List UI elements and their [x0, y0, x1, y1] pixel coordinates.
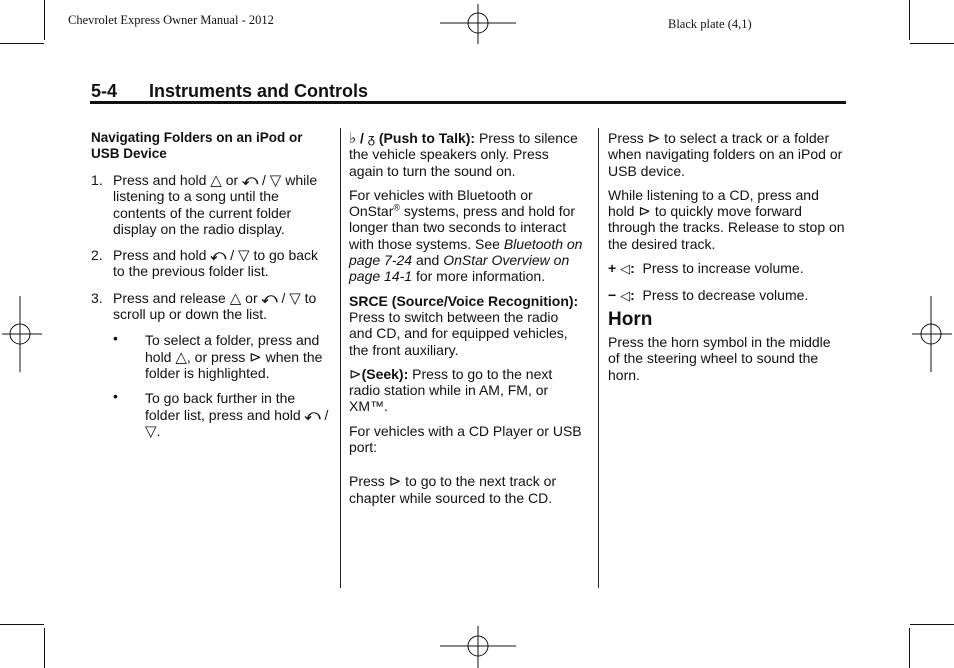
column-divider [598, 128, 599, 588]
registration-mark-top [440, 4, 516, 44]
ptt-label: (Push to Talk): [378, 130, 476, 146]
crop-mark [910, 43, 954, 44]
bluetooth-paragraph [349, 187, 585, 285]
step-item [91, 247, 331, 280]
step-item [91, 290, 331, 323]
speaker-icon: ◁ [620, 262, 631, 278]
cd-paragraph: For vehicles with a CD Player or USB port: [349, 422, 582, 456]
ptt-text: Press to silence the vehicle speakers only. Press again to turn the sound on. [349, 130, 578, 179]
registered-mark: ® [393, 202, 400, 213]
step-text: or [225, 172, 239, 188]
body-text: and [415, 252, 440, 269]
column-1 [91, 130, 331, 448]
body-text: systems, press and hold for longer than two seconds to interact with those systems. See [349, 203, 576, 252]
section-title: Instruments and Controls [149, 81, 369, 101]
step-text: or [245, 289, 258, 306]
volume-down-paragraph [608, 287, 846, 303]
down-triangle-icon: ▽ [269, 171, 282, 189]
seek-paragraph [349, 366, 585, 415]
horn-heading: Horn [608, 308, 653, 330]
srce-paragraph [349, 293, 585, 358]
plate-label: Black plate (4,1) [668, 17, 752, 31]
bullet-text: . [156, 422, 161, 439]
bullet-text: To select a folder, press and hold [145, 332, 320, 365]
srce-text: Press to switch between the radio and CD, and for equipped vehicles, the front auxiliary. [349, 308, 568, 358]
body-text: Press [608, 130, 644, 146]
body-text: to go to the next track or chapter while sourced to the CD. [349, 473, 557, 506]
volume-up-label: + [608, 260, 617, 277]
seek-next-icon: ⊳ [349, 364, 362, 383]
column-3 [608, 130, 846, 391]
bullet-item [91, 390, 331, 439]
manual-title: Chevrolet Express Owner Manual - 2012 [68, 13, 274, 27]
registration-mark-right [912, 296, 952, 372]
body-text: While listening to a CD, press and hold [608, 186, 819, 220]
bullet-dot: • [113, 330, 118, 347]
select-track-paragraph [608, 130, 846, 179]
bullet-dot: • [113, 388, 118, 405]
crop-mark [0, 624, 44, 625]
down-triangle-icon: ▽ [238, 246, 250, 265]
section-rule [90, 101, 846, 104]
seek-next-icon: ⊳ [249, 347, 262, 366]
crop-mark [910, 624, 954, 625]
step-text: to go back to the previous folder list. [113, 247, 319, 280]
body-text: for more information. [415, 268, 546, 285]
back-arrow-icon: ⤺ [242, 171, 259, 189]
bullet-item [91, 332, 331, 381]
step-text: / [281, 289, 286, 306]
bullet-text: To go back further in the folder list, press and hold [145, 390, 301, 423]
volume-down-text: Press to decrease volume. [642, 287, 809, 304]
registration-mark-bottom [440, 626, 516, 668]
bullet-text: when the folder is highlighted. [145, 348, 323, 381]
seek-next-icon: ⊳ [647, 129, 661, 147]
voice-recognition-icon: ᵹ [367, 132, 375, 147]
volume-down-label: − [608, 287, 617, 304]
column-divider [340, 128, 341, 588]
fast-forward-paragraph [608, 187, 846, 252]
seek-next-icon: ⊳ [638, 202, 651, 221]
step-text: Press and hold [113, 247, 207, 264]
step-text: Press and hold [113, 172, 207, 188]
subheading: Navigating Folders on an iPod or USB Device [91, 130, 303, 161]
step-text: Press and release [113, 289, 226, 306]
volume-colon: : [630, 260, 635, 277]
down-triangle-icon: ▽ [289, 288, 301, 307]
srce-label: SRCE (Source/Voice Recognition): [349, 292, 579, 309]
up-triangle-icon: △ [175, 347, 187, 366]
volume-up-paragraph [608, 260, 846, 276]
body-text: For vehicles with Bluetooth or OnStar [349, 186, 533, 220]
section-number: 5-4 [91, 81, 118, 101]
cross-reference-link[interactable]: Bluetooth on page 7-24 [349, 235, 583, 269]
up-triangle-icon: △ [210, 171, 222, 189]
back-arrow-icon: ⤺ [210, 246, 227, 265]
cross-reference-link[interactable]: OnStar Overview on page 14-1 [349, 252, 570, 285]
back-arrow-icon: ⤺ [261, 288, 278, 307]
seek-next-icon: ⊳ [388, 472, 402, 491]
crop-mark [909, 0, 910, 40]
seek-text: Press to go to the next radio station while in AM, FM, or XM™. [349, 365, 553, 415]
body-text: to quickly move forward through the tracks. Release to stop on the desired track. [608, 203, 845, 252]
step-text: / [262, 172, 266, 188]
horn-paragraph: Press the horn symbol in the middle of the steering wheel to sound the horn. [608, 333, 831, 383]
push-to-talk-icon: ♭ [349, 129, 357, 147]
column-2 [349, 130, 585, 514]
bullet-list [91, 332, 331, 439]
body-text: Press [349, 473, 385, 490]
bullet-text: , or press [186, 348, 246, 365]
step-text: while listening to a song until the contents of the current folder display on the radio display. [113, 172, 318, 237]
press-next-paragraph [349, 473, 585, 506]
body-text: to select a track or a folder when navigating folders on an iPod or USB device. [608, 130, 843, 179]
volume-up-text: Press to increase volume. [642, 260, 804, 277]
crop-mark [44, 0, 45, 40]
steps-list [91, 172, 331, 322]
seek-label: (Seek): [361, 365, 409, 382]
speaker-icon: ◁ [620, 289, 631, 305]
back-arrow-icon: ⤺ [304, 405, 321, 424]
step-item [91, 172, 331, 237]
crop-mark [909, 628, 910, 668]
crop-mark [0, 43, 44, 44]
registration-mark-left [2, 296, 42, 372]
step-number: 3. [91, 289, 103, 306]
step-text: to scroll up or down the list. [113, 289, 317, 323]
ptt-paragraph [349, 130, 585, 179]
down-triangle-icon: ▽ [145, 421, 157, 440]
up-triangle-icon: △ [229, 288, 242, 307]
ptt-separator: / [359, 130, 364, 146]
volume-colon: : [630, 287, 635, 304]
bullet-text: / [324, 406, 329, 423]
step-number: 1. [91, 172, 103, 188]
step-text: / [230, 247, 235, 264]
crop-mark [44, 628, 45, 668]
step-number: 2. [91, 247, 103, 264]
